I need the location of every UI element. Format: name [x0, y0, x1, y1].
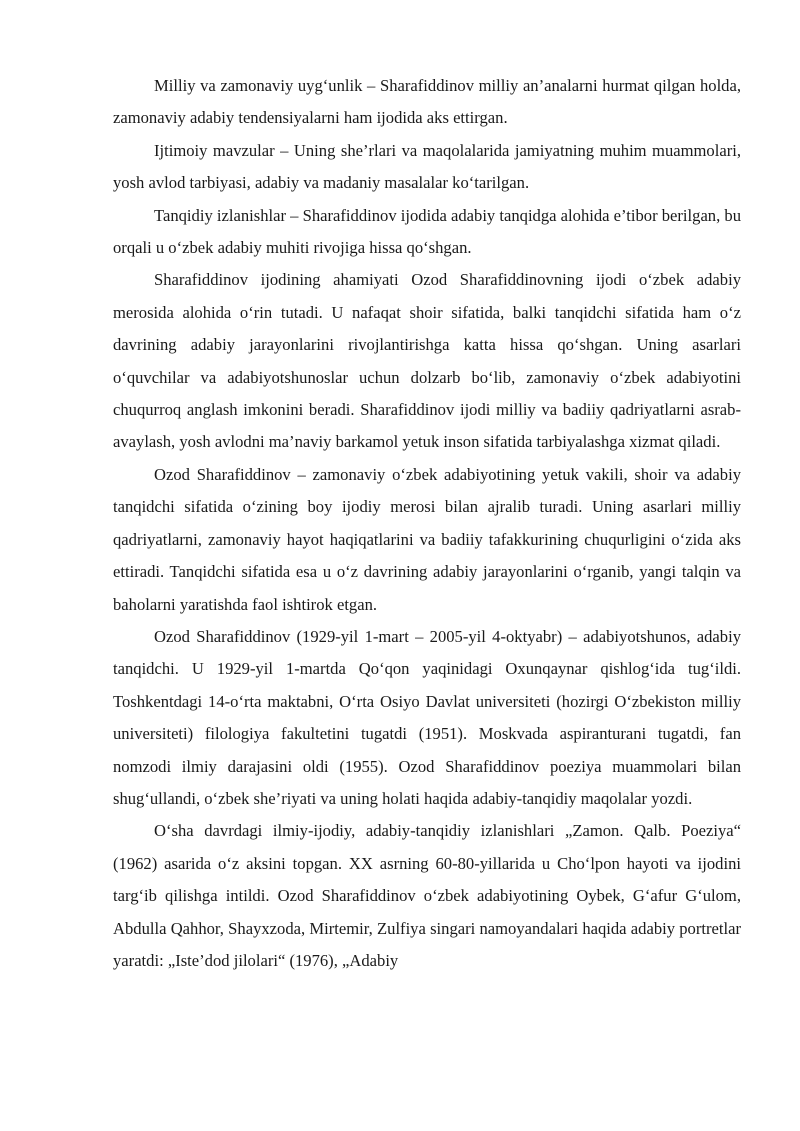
- paragraph-harmony: Milliy va zamonaviy uygʻunlik – Sharafiddinov milliy an’analarni hurmat qilgan holda, zamonaviy adabiy tendensiyalarni ham ijodida aks ettirgan.: [113, 76, 741, 128]
- paragraph-representative: Ozod Sharafiddinov – zamonaviy oʻzbek adabiyotining yetuk vakili, shoir va adabiy tanqidchi sifatida oʻzining boy ijodiy merosi bilan ajralib turadi. Uning asarlari milliy qadriyatlarni, zamonaviy hayot haqiqatlarini va badiiy tafakkurining chuqurligini oʻzida aks ettiradi. Tanqidchi sifatida esa u oʻz davrining adabiy jarayonlarini oʻrganib, yangi talqin va baholarni yaratishda faol ishtirok etgan.: [113, 464, 741, 614]
- document-page: [113, 70, 741, 977]
- paragraph-biography: Ozod Sharafiddinov (1929-yil 1-mart – 2005-yil 4-oktyabr) – adabiyotshunos, adabiy tanqidchi. U 1929-yil 1-martda Qoʻqon yaqinidagi Oxunqaynar qishlogʻida tugʻildi. Toshkentdagi 14-oʻrta maktabni, Oʻrta Osiyo Davlat universiteti (hozirgi Oʻzbekiston milliy universiteti) filologiya fakultetini tugatdi (1951). Moskvada aspiranturani tugatdi, fan nomzodi ilmiy darajasini oldi (1955). Ozod Sharafiddinov poeziya muammolari bilan shugʻullandi, oʻzbek she’riyati va uning holati haqida adabiy-tanqidiy maqolalar yozdi.: [113, 626, 741, 808]
- paragraph-social-themes: Ijtimoiy mavzular – Uning she’rlari va maqolalarida jamiyatning muhim muammolari, yosh avlod tarbiyasi, adabiy va madaniy masalalar koʻtarilgan.: [113, 140, 741, 193]
- paragraph-significance: Sharafiddinov ijodining ahamiyati Ozod Sharafiddinovning ijodi oʻzbek adabiy merosida alohida oʻrin tutadi. U nafaqat shoir sifatida, balki tanqidchi sifatida ham oʻz davrining adabiy jarayonlarini rivojlantirishga katta hissa qoʻshgan. Uning asarlari oʻquvchilar va adabiyotshunoslar uchun dolzarb boʻlib, zamonaviy oʻzbek adabiyotini chuqurroq anglash imkonini beradi. Sharafiddinov ijodi milliy va badiiy qadriyatlarni asrab-avaylash, yosh avlodni ma’naviy barkamol yetuk inson sifatida tarbiyalashga xizmat qiladi.: [113, 270, 741, 452]
- paragraph-research-works: Oʻsha davrdagi ilmiy-ijodiy, adabiy-tanqidiy izlanishlari „Zamon. Qalb. Poeziya“ (1962) asarida oʻz aksini topgan. XX asrning 60-80-yillarida u Choʻlpon hayoti va ijodini targʻib qilishga intildi. Ozod Sharafiddinov oʻzbek adabiyotining Oybek, Gʻafur Gʻulom, Abdulla Qahhor, Shayxzoda, Mirtemir, Zulfiya singari namoyandalari haqida adabiy portretlar yaratdi: „Iste’dod jilolari“ (1976), „Adabiy: [113, 821, 741, 970]
- paragraph-critical-research: Tanqidiy izlanishlar – Sharafiddinov ijodida adabiy tanqidga alohida e’tibor berilgan, bu orqali u oʻzbek adabiy muhiti rivojiga hissa qoʻshgan.: [113, 205, 741, 258]
